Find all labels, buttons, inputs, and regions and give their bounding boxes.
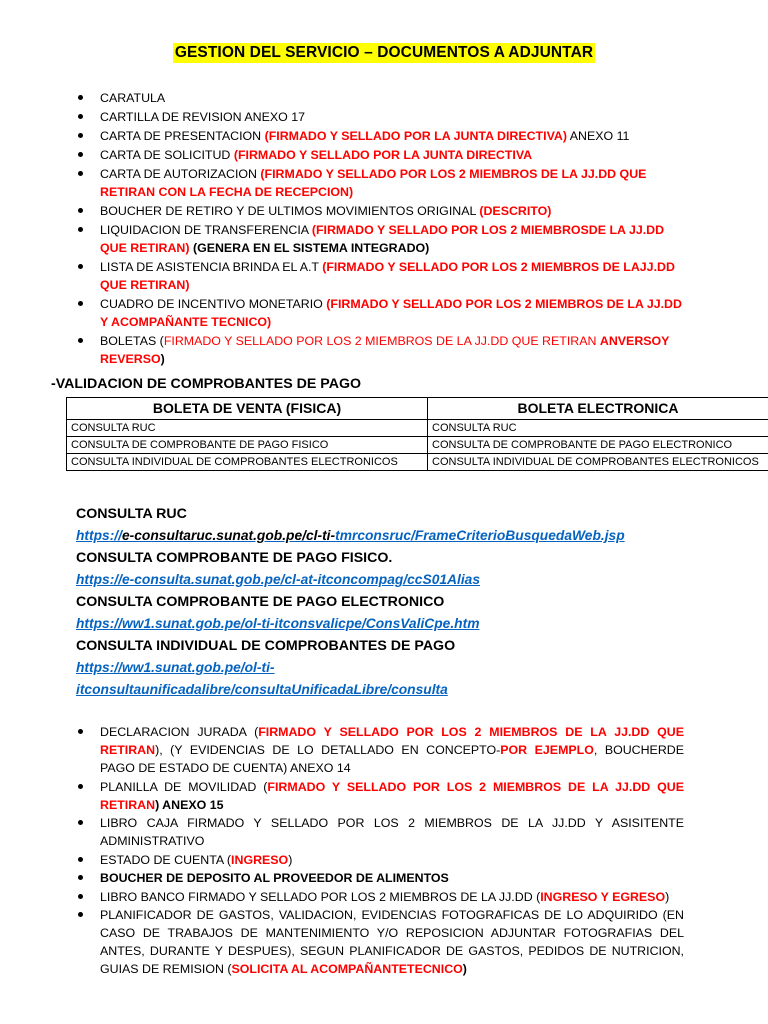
table-cell: CONSULTA DE COMPROBANTE DE PAGO FISICO [67, 437, 428, 454]
bullet-icon [78, 264, 83, 269]
link-fisico[interactable]: https://e-consulta.sunat.gob.pe/cl-at-itconcompag/ccS01Alias [76, 572, 481, 587]
table-cell: CONSULTA INDIVIDUAL DE COMPROBANTES ELECTRONICOS [67, 454, 428, 471]
list-item-text: (FIRMADO Y SELLADO POR LOS 2 MIEMBROS DE LA JJ.DD Y ACOMPAÑANTE TECNICO) [100, 297, 682, 329]
list-item-text: BOUCHER DE DEPOSITO AL PROVEEDOR DE ALIMENTOS [100, 871, 449, 885]
table-header-electronic: BOLETA ELECTRONICA [428, 398, 768, 420]
list-item-text: (FIRMADO Y SELLADO POR LA JUNTA DIRECTIVA [233, 148, 533, 162]
list-item-text: (FIRMADO Y SELLADO POR LOS 2 MIEMBROS DE LA JJ.DD QUE RETIRAN CON LA FECHA DE RECEPCION) [100, 167, 647, 199]
list-item [0, 89, 768, 107]
list-item-text: ) ANEXO 15 [155, 797, 224, 812]
list-item [0, 258, 768, 294]
list-item-text: LISTA DE ASISTENCIA BRINDA EL A.T [100, 260, 323, 274]
list-item-text: ) [462, 962, 467, 976]
list-item-text: , BOUCHERDE PAGO DE ESTADO DE CUENTA) ANEXO 14 [100, 743, 684, 775]
list-item-text: ANEXO 11 [567, 129, 630, 143]
bullet-icon [78, 784, 83, 789]
bullet-icon [78, 875, 83, 880]
list-item-text: POR EJEMPLO [500, 743, 594, 757]
consulta-links [76, 503, 736, 701]
list-item [0, 778, 768, 814]
validation-table [66, 397, 768, 471]
bullet-icon [78, 171, 83, 176]
link-individual-line1[interactable]: https://ww1.sunat.gob.pe/ol-ti- [76, 660, 275, 675]
table-cell: CONSULTA INDIVIDUAL DE COMPROBANTES ELECTRONICOS [428, 454, 768, 471]
list-item-text: CUADRO DE INCENTIVO MONETARIO [100, 297, 327, 311]
bullet-icon [78, 95, 83, 100]
list-item [0, 295, 768, 331]
bullet-icon [78, 338, 83, 343]
additional-documents-list [0, 723, 768, 979]
bullet-icon [78, 227, 83, 232]
list-item-text: ESTADO DE CUENTA ( [100, 852, 232, 867]
bullet-icon [78, 152, 83, 157]
list-item-text: SOLICITA AL ACOMPAÑANTETECNICO [231, 962, 463, 976]
list-item [0, 165, 768, 201]
list-item [0, 906, 768, 978]
list-item-text: ANVERSOY REVERSO [100, 334, 670, 366]
list-item [0, 814, 768, 850]
table-row [67, 454, 768, 471]
link-heading-ruc: CONSULTA RUC [76, 506, 187, 522]
list-item-text: INGRESO [231, 852, 289, 867]
list-item [0, 127, 768, 145]
list-item-text: (FIRMADO Y SELLADO POR LOS 2 MIEMBROSDE LA JJ.DD QUE RETIRAN) [100, 223, 665, 255]
page-title: GESTION DEL SERVICIO – DOCUMENTOS A ADJUNTAR [174, 44, 594, 61]
link-heading-individual: CONSULTA INDIVIDUAL DE COMPROBANTES DE PAGO [76, 638, 456, 654]
list-item-text: CARATULA [100, 91, 166, 105]
list-item [0, 723, 768, 777]
bullet-icon [78, 301, 83, 306]
link-individual-line2[interactable]: itconsultaunificadalibre/consultaUnificadaLibre/consulta [76, 682, 448, 697]
list-item-text: PLANILLA DE MOVILIDAD ( [100, 779, 268, 794]
list-item-text: (GENERA EN EL SISTEMA INTEGRADO) [189, 241, 430, 255]
documents-list [0, 89, 768, 369]
table-row [67, 420, 768, 437]
link-heading-fisico: CONSULTA COMPROBANTE DE PAGO FISICO. [76, 550, 393, 566]
list-item-text: (FIRMADO Y SELLADO POR LA JUNTA DIRECTIVA) [264, 129, 567, 143]
list-item-text: BOUCHER DE RETIRO Y DE ULTIMOS MOVIMIENTOS ORIGINAL [100, 204, 480, 218]
list-item [0, 851, 768, 869]
bullet-icon [78, 894, 83, 899]
list-item-text: (DESCRITO) [479, 204, 552, 218]
list-item [0, 332, 768, 368]
list-item-text: BOLETAS ( [100, 334, 164, 348]
list-item-text: ) [665, 889, 670, 904]
list-item-text: CARTA DE SOLICITUD [100, 148, 234, 162]
table-cell: CONSULTA DE COMPROBANTE DE PAGO ELECTRONICO [428, 437, 768, 454]
list-item [0, 221, 768, 257]
bullet-icon [78, 208, 83, 213]
list-item-text: FIRMADO Y SELLADO POR LOS 2 MIEMBROS DE LA JJ.DD QUE RETIRAN [100, 779, 685, 812]
list-item-text: DECLARACION JURADA ( [100, 725, 259, 739]
list-item [0, 888, 768, 906]
list-item-text: FIRMADO Y SELLADO POR LOS 2 MIEMBROS DE LA JJ.DD QUE RETIRAN [100, 725, 685, 757]
list-item-text: ) [288, 852, 293, 867]
list-item [0, 869, 768, 887]
list-item-text: PLANIFICADOR DE GASTOS, VALIDACION, EVIDENCIAS FOTOGRAFICAS DE LO ADQUIRIDO (EN CASO DE TRABAJOS DE MANTENIMIENTO Y/O REPOSICION ADJUNTAR FOTOGRAFIAS DEL ANTES, DURANTE Y DESPUES), SEGUN PLANIFICADOR DE GASTOS, PEDIDOS DE NUTRICION, GUIAS DE REMISION ( [100, 908, 684, 976]
table-row [67, 437, 768, 454]
list-item-text: CARTILLA DE REVISION ANEXO 17 [100, 110, 305, 124]
link-part: tmrconsruc/FrameCriterioBusquedaWeb.jsp [335, 528, 625, 543]
bullet-icon [78, 114, 83, 119]
list-item [0, 202, 768, 220]
list-item-text: LIQUIDACION DE TRANSFERENCIA [100, 223, 312, 237]
list-item [0, 108, 768, 126]
title-wrap [0, 43, 768, 63]
bullet-icon [78, 912, 83, 917]
table-header-physical: BOLETA DE VENTA (FISICA) [67, 398, 428, 420]
list-item-text: ), (Y EVIDENCIAS DE LO DETALLADO EN CONCEPTO- [155, 743, 501, 757]
table-header-row [67, 398, 768, 420]
link-ruc[interactable] [76, 525, 736, 547]
list-item-text: CARTA DE AUTORIZACION [100, 167, 261, 181]
bullet-icon [78, 133, 83, 138]
bullet-icon [78, 820, 83, 825]
link-electronico[interactable]: https://ww1.sunat.gob.pe/ol-ti-itconsvalicpe/ConsValiCpe.htm [76, 616, 480, 631]
list-item [0, 146, 768, 164]
bullet-icon [78, 729, 83, 734]
list-item-text: CARTA DE PRESENTACION [100, 129, 265, 143]
list-item-text: INGRESO Y EGRESO [540, 889, 666, 904]
table-cell: CONSULTA RUC [67, 420, 428, 437]
list-item-text: LIBRO CAJA FIRMADO Y SELLADO POR LOS 2 MIEMBROS DE LA JJ.DD Y ASISITENTE ADMINISTRATIVO [100, 816, 684, 848]
link-heading-electronico: CONSULTA COMPROBANTE DE PAGO ELECTRONICO [76, 594, 445, 610]
table-cell: CONSULTA RUC [428, 420, 768, 437]
list-item-text: FIRMADO Y SELLADO POR LOS 2 MIEMBROS DE LA JJ.DD QUE RETIRAN [163, 334, 600, 348]
section-heading: -VALIDACION DE COMPROBANTES DE PAGO [51, 376, 362, 392]
bullet-icon [78, 857, 83, 862]
list-item-text: ) [160, 352, 165, 366]
list-item-text: LIBRO BANCO FIRMADO Y SELLADO POR LOS 2 MIEMBROS DE LA JJ.DD ( [100, 889, 541, 904]
list-item-text: (FIRMADO Y SELLADO POR LOS 2 MIEMBROS DE LAJJ.DD QUE RETIRAN) [100, 260, 675, 292]
link-part: https:// [76, 528, 122, 543]
link-part: e-consultaruc.sunat.gob.pe/cl-ti- [121, 528, 336, 543]
